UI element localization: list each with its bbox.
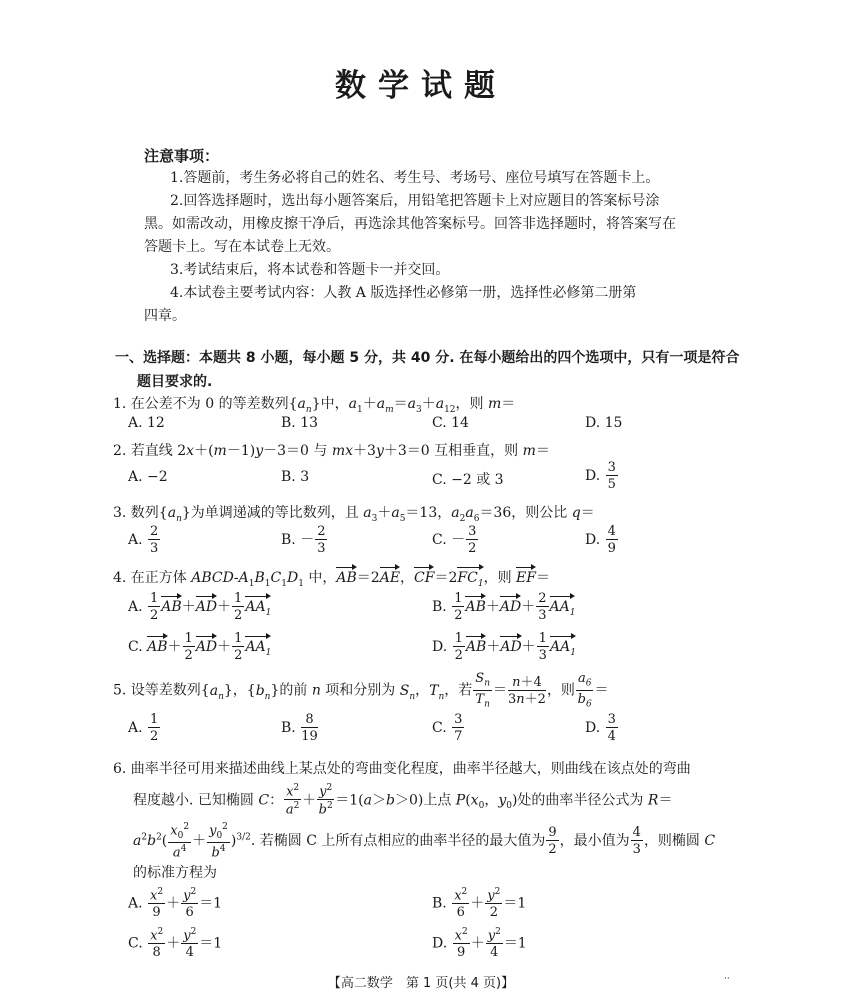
question-4-stem: 4. 在正方体 ABCD-$A_1B_1C_1D_1$ 中，AB＝2AE，$CF=2FC_1$，则 EF＝ <box>113 566 550 589</box>
question-6-line-4: 的标准方程为 <box>133 865 217 881</box>
question-6-option-d: D. $\frac{x^2}{9}$ ＋ $\frac{y^2}{4}$ ＝1 <box>432 927 527 961</box>
question-2-option-b: B. 3 <box>281 469 310 485</box>
question-1-option-c: C. 14 <box>432 415 469 431</box>
section-heading-line-1: 一、选择题：本题共 8 小题，每小题 5 分，共 40 分. 在每小题给出的四个选项中，只有一项是符合 <box>115 350 740 366</box>
question-1-option-a: A. 12 <box>128 415 165 431</box>
question-2-option-c: C. −2 或 3 <box>432 472 504 488</box>
corner-mark: ·· <box>724 974 730 984</box>
question-3-option-d: D. $\frac{4}{9}$ <box>585 524 616 556</box>
question-5-stem: 5. 设等差数列$\{a_n\}$，$\{b_n\}$的前 n 项和分别为 $S_n$，$T_n$，若 $\frac{S_n}{T_n}$ ＝ $\frac{n+4}{3n+2}$ ，则 $\frac{a_6}{b_6}$ ＝ <box>113 671 609 710</box>
page-footer: 【高二数学 第 1 页(共 4 页)】 <box>327 976 515 991</box>
notice-item-1: 1.答题前，考生务必将自己的姓名、考生号、考场号、座位号填写在答题卡上。 <box>170 170 660 186</box>
question-6-option-b: B. $\frac{x^2}{6}$ ＋ $\frac{y^2}{2}$ ＝1 <box>432 887 527 921</box>
question-1-stem: 1. 在公差不为 0 的等差数列$\{a_n\}$中，$a_1+a_m=a_3+a_{12}$，则 m＝ <box>113 396 516 415</box>
question-2-option-a: A. −2 <box>128 469 168 485</box>
question-6-line-3: $a^2b^2$( $\frac{x_0^2}{a^4}$ ＋ $\frac{y_0^2}{b^4}$ )$^{3/2}$. 若椭圆 C 上所有点相应的曲率半径的最大值为 $\frac{9}{2}$ ，最小值为 $\frac{4}{3}$ ，则椭圆 C <box>133 822 716 861</box>
question-5-option-d: D. $\frac{3}{4}$ <box>585 712 616 744</box>
notice-item-4-line-1: 4.本试卷主要考试内容：人教 A 版选择性必修第一册，选择性必修第二册第 <box>170 285 637 301</box>
question-4-option-b: B. $\frac{1}{2}$ AB＋AD＋ $\frac{2}{3}$ $AA_1$ <box>432 591 576 623</box>
question-6-option-c: C. $\frac{x^2}{8}$ ＋ $\frac{y^2}{4}$ ＝1 <box>128 927 223 961</box>
question-6-line-1: 6. 曲率半径可用来描述曲线上某点处的弯曲变化程度，曲率半径越大，则曲线在该点处的弯曲 <box>113 761 691 777</box>
notice-item-3: 3.考试结束后，将本试卷和答题卡一并交回。 <box>170 262 450 278</box>
question-4-option-a: A. $\frac{1}{2}$ AB＋AD＋ $\frac{1}{2}$ $AA_1$ <box>128 591 272 623</box>
question-5-option-a: A. $\frac{1}{2}$ <box>128 712 159 744</box>
notice-item-4-line-2: 四章。 <box>144 308 186 324</box>
question-4-option-c: C. AB＋ $\frac{1}{2}$ AD＋ $\frac{1}{2}$ $AA_1$ <box>128 631 272 663</box>
question-1-option-d: D. 15 <box>585 415 623 431</box>
question-5-option-c: C. $\frac{3}{7}$ <box>432 712 463 744</box>
question-6-option-a: A. $\frac{x^2}{9}$ ＋ $\frac{y^2}{6}$ ＝1 <box>128 887 223 921</box>
question-4-option-d: D. $\frac{1}{2}$ AB＋AD＋ $\frac{1}{3}$ $AA_1$ <box>432 631 576 663</box>
notice-item-2-line-1: 2.回答选择题时，选出每小题答案后，用铅笔把答题卡上对应题目的答案标号涂 <box>170 193 660 209</box>
notice-item-2-line-2: 黑。如需改动，用橡皮擦干净后，再选涂其他答案标号。回答非选择题时，将答案写在 <box>144 216 676 232</box>
question-3-option-c: C. － $\frac{3}{2}$ <box>432 524 477 556</box>
notice-item-2-line-3: 答题卡上。写在本试卷上无效。 <box>144 239 340 255</box>
question-3-option-a: A. $\frac{2}{3}$ <box>128 524 159 556</box>
page-title: 数学试题 <box>335 68 507 104</box>
question-3-stem: 3. 数列$\{a_n\}$为单调递减的等比数列，且 $a_3+a_5=13$，$a_2a_6=36$，则公比 q＝ <box>113 505 595 524</box>
section-heading-line-2: 题目要求的. <box>137 374 213 390</box>
question-5-option-b: B. $\frac{8}{19}$ <box>281 712 318 744</box>
notice-heading: 注意事项： <box>144 147 220 165</box>
question-2-option-d: D. $\frac{3}{5}$ <box>585 460 616 492</box>
question-1-option-b: B. 13 <box>281 415 319 431</box>
question-3-option-b: B. － $\frac{2}{3}$ <box>281 524 326 556</box>
question-6-line-2: 程度越小. 已知椭圆 C： $\frac{x^2}{a^2}$ ＋ $\frac{y^2}{b^2}$ ＝1(a＞b＞0)上点 $P(x_0$，$y_0$)处的曲率半径公式为 R＝ <box>133 783 673 818</box>
question-2-stem: 2. 若直线 2x＋(m－1)y－3＝0 与 mx＋3y＋3＝0 互相垂直，则 m＝ <box>113 443 550 459</box>
